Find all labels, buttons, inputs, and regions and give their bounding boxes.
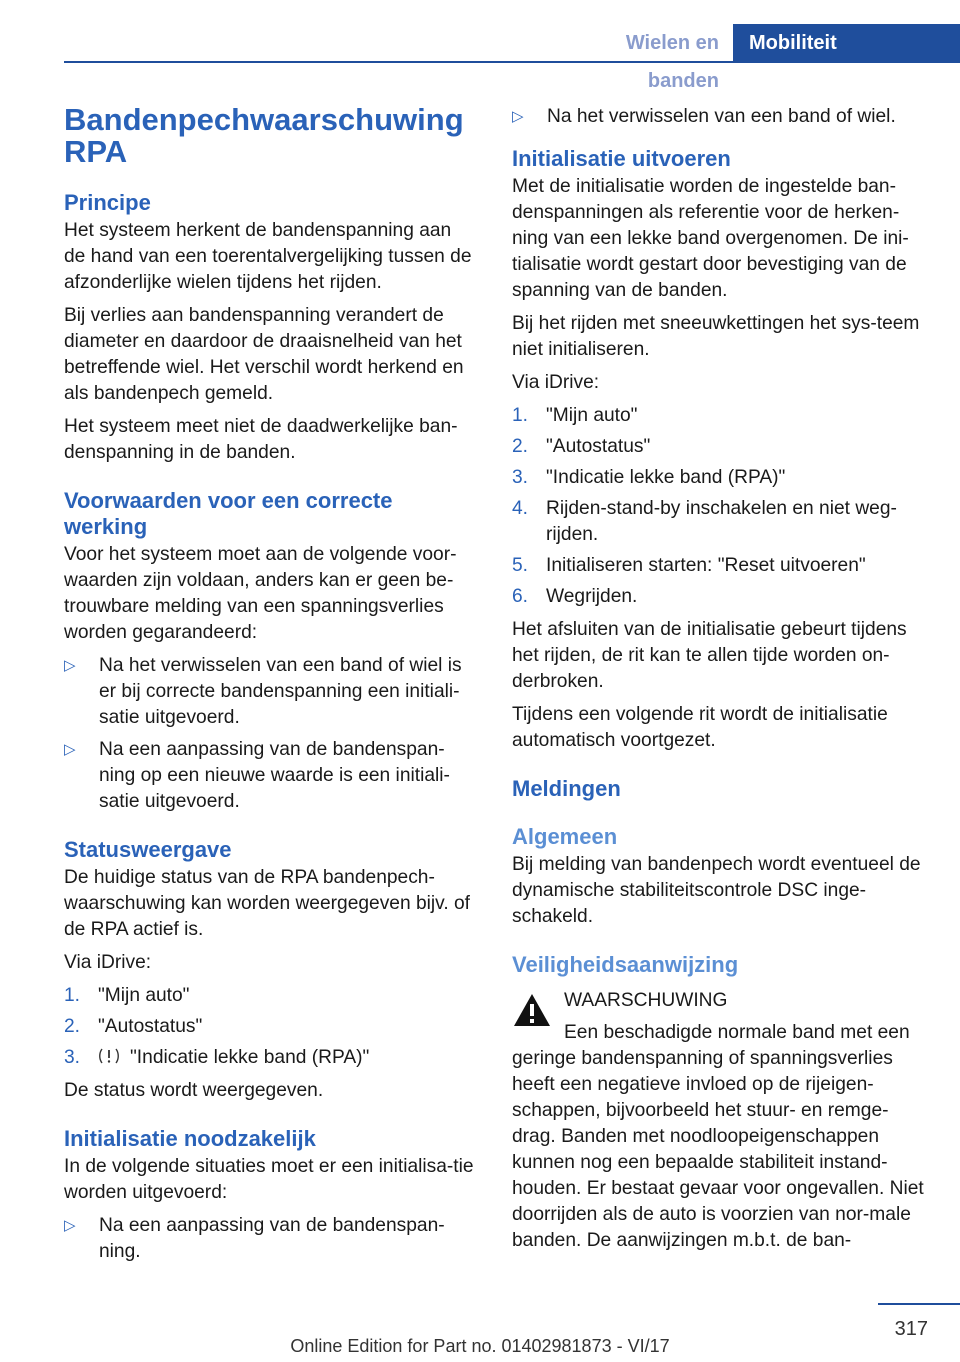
paragraph: De huidige status van de RPA bandenpech-waarschuwing kan worden weergegeven bijv. of de RPA actief is. (64, 867, 471, 940)
left-column (64, 100, 476, 1271)
heading-algemeen: Algemeen (512, 824, 618, 849)
paragraph: Het systeem herkent de bandenspanning aan de hand van een toerentalvergelijking tussen de afzonderlijke wielen tijdens het rijden. (64, 220, 472, 293)
paragraph: Voor het systeem moet aan de volgende voor-waarden zijn voldaan, anders kan er geen be-trouwbare melding van een spanningsverlies worden gegarandeerd: (64, 544, 457, 643)
heading-veiligheid: Veiligheidsaanwijzing (512, 952, 739, 977)
page-title: Bandenpechwaarschuwing RPA (64, 102, 464, 169)
paragraph: Met de initialisatie worden de ingestelde ban-denspanningen als referentie voor de herken-ning van een lekke band overgenomen. De ini-tialisatie wordt gestart door bevestiging van de spanning van de banden. (512, 176, 909, 301)
paragraph: Via iDrive: (512, 372, 600, 393)
heading-meldingen: Meldingen (512, 776, 621, 801)
edition-note: Online Edition for Part no. 01402981873 - VI/17 (290, 1336, 670, 1356)
bullet-list (64, 653, 476, 815)
warning-body: Een beschadigde normale band met een geringe bandenspanning of spanningsverlies heeft een negatieve invloed op de rijeigen-schappen, bijvoorbeeld het stuur- en remge-drag. Banden met noodloopeigenschappen kunnen nog een bepaalde stabiliteit instand-houden. Er bestaat gevaar voor ongevallen. Niet doorrijden als de auto is voorzien van nor-male banden. De aanwijzingen m.b.t. de ban- (512, 1022, 924, 1251)
heading-principe: Principe (64, 190, 151, 215)
paragraph: Bij verlies aan bandenspanning verandert de diameter en daardoor de draaisnelheid van het betreffende wiel. Het verschil wordt herkend en als bandenpech gemeld. (64, 305, 464, 404)
list-item: ▷ Na een aanpassing van de bandenspan-ning. (64, 1213, 476, 1265)
paragraph: De status wordt weergegeven. (64, 1080, 324, 1101)
page-number: 317 (894, 1318, 928, 1340)
paragraph: Bij het rijden met sneeuwkettingen het sys-teem niet initialiseren. (512, 313, 920, 360)
step-list (64, 983, 476, 1071)
paragraph: Het afsluiten van de initialisatie gebeurt tijdens het rijden, de rit kan te allen tijde worden on-derbroken. (512, 619, 907, 692)
heading-init-noodzakelijk: Initialisatie noodzakelijk (64, 1126, 316, 1151)
paragraph: Tijdens een volgende rit wordt de initialisatie automatisch voortgezet. (512, 704, 888, 751)
list-item: 3. "Indicatie lekke band (RPA)" (64, 1047, 370, 1068)
list-item: 5. Initialiseren starten: "Reset uitvoeren" (512, 555, 866, 576)
right-column (512, 100, 928, 1254)
paragraph: Via iDrive: (64, 952, 152, 973)
list-item: 2. "Autostatus" (512, 436, 651, 457)
warning-block (512, 988, 928, 1254)
paragraph: In de volgende situaties moet er een initialisa-tie worden uitgevoerd: (64, 1156, 474, 1203)
list-item: 4. Rijden-stand-by inschakelen en niet weg-rijden. (512, 498, 897, 545)
bullet-list (512, 104, 928, 130)
tire-pressure-warning-icon (98, 1047, 120, 1065)
list-item: ▷ Na het verwisselen van een band of wiel is er bij correcte bandenspanning een initiali-satie uitgevoerd. (64, 653, 476, 731)
footer-rule (878, 1303, 960, 1305)
bullet-list (64, 1213, 476, 1265)
warning-title: WAARSCHUWING (564, 990, 728, 1011)
list-item: 6. Wegrijden. (512, 586, 638, 607)
list-item: 3. "Indicatie lekke band (RPA)" (512, 467, 786, 488)
list-item: 2. "Autostatus" (64, 1016, 203, 1037)
list-item: ▷ Na het verwisselen van een band of wiel. (512, 104, 928, 130)
header-chapter-tab: Mobiliteit (733, 24, 960, 62)
list-item: 1. "Mijn auto" (512, 405, 638, 426)
step-list (512, 403, 928, 610)
paragraph: Het systeem meet niet de daadwerkelijke ban-denspanning in de banden. (64, 416, 458, 463)
heading-voorwaarden: Voorwaarden voor een correcte werking (64, 488, 393, 539)
header-section: Wielen en banden (625, 32, 719, 92)
heading-statusweergave: Statusweergave (64, 837, 232, 862)
list-item: 1. "Mijn auto" (64, 985, 190, 1006)
warning-triangle-icon (512, 992, 552, 1028)
paragraph: Bij melding van bandenpech wordt eventueel de dynamische stabiliteitscontrole DSC inge-schakeld. (512, 854, 921, 927)
heading-init-uitvoeren: Initialisatie uitvoeren (512, 146, 731, 171)
list-item: ▷ Na een aanpassing van de bandenspan-ning op een nieuwe waarde is een initiali-satie uitgevoerd. (64, 737, 476, 815)
